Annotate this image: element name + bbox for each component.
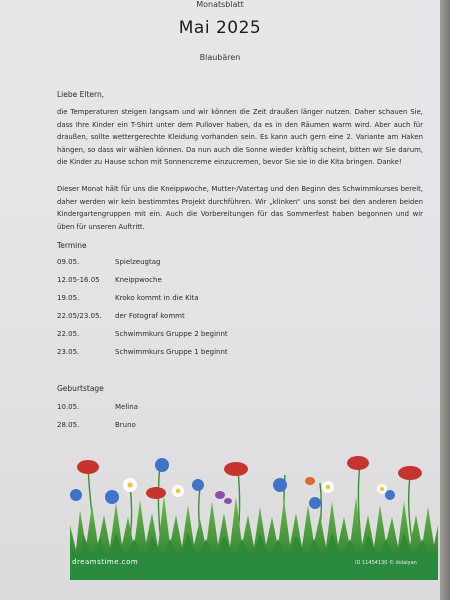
birthday-row bbox=[57, 421, 136, 433]
termin-row bbox=[57, 258, 160, 270]
paragraph-1: die Temperaturen steigen langsam und wir können die Zeit draußen länger nutzen. Daher schauen Sie, dass Ihre Kinder ein T-Shirt unter dem Pullover haben, da es in den Räumen warm wird. Aber auch für draußen, sollte wettergerechte Kleidung vorhanden sein. Es kann auch gern eine 2. Variante am Haken hängen, so dass wir wählen können. Da nun auch die Sonne wieder kräftig scheint, bitten wir Sie darum, die Kinder zu Hause schon mit Sonnencreme einzucremen, bevor Sie sie in die Kita bringen. Danke! bbox=[57, 108, 423, 166]
kicker: Monatsblatt bbox=[196, 0, 244, 9]
termin-row bbox=[57, 276, 162, 288]
termine-heading: Termine bbox=[57, 241, 87, 250]
page-title: Mai 2025 bbox=[178, 18, 262, 38]
birthday-row bbox=[57, 403, 138, 415]
watermark: dreamstime.com bbox=[72, 558, 139, 566]
termin-row bbox=[57, 330, 228, 342]
termin-row bbox=[57, 348, 228, 360]
termin-row bbox=[57, 294, 199, 306]
termin-text: Schwimmkurs Gruppe 2 beginnt bbox=[115, 330, 228, 338]
greeting: Liebe Eltern, bbox=[57, 90, 105, 99]
termin-text: Kroko kommt in die Kita bbox=[115, 294, 199, 302]
termin-text: Spielzeugtag bbox=[115, 258, 161, 266]
termin-date: 23.05. bbox=[57, 348, 80, 356]
birthday-name: Bruno bbox=[115, 421, 136, 429]
birthday-date: 10.05. bbox=[57, 403, 80, 411]
termin-text: der Fotograf kommt bbox=[115, 312, 185, 320]
termin-row bbox=[57, 312, 185, 324]
termin-date: 22.05/23.05. bbox=[57, 312, 102, 320]
paragraph-2: Dieser Monat hält für uns die Kneippwoche, Mutter-/Vatertag und den Beginn des Schwimmkurses bereit, daher werden wir kein bestimmtes Projekt durchführen. Wir „klinken“ uns sonst bei den anderen beiden Kindergartengruppen mit ein. Auch die Vorbereitungen für das Sommerfest haben begonnen und wir üben für unseren Auftritt. bbox=[57, 185, 423, 231]
termin-text: Schwimmkurs Gruppe 1 beginnt bbox=[115, 348, 228, 356]
geburtstage-heading: Geburtstage bbox=[57, 384, 104, 393]
termin-date: 22.05. bbox=[57, 330, 80, 338]
termin-date: 12.05-16.05 bbox=[57, 276, 100, 284]
page-edge bbox=[440, 0, 450, 600]
stock-id: ID 11454130 © dolaiyan bbox=[355, 560, 417, 566]
termin-date: 19.05. bbox=[57, 294, 80, 302]
termin-text: Kneippwoche bbox=[115, 276, 162, 284]
termin-date: 09.05. bbox=[57, 258, 80, 266]
birthday-name: Melina bbox=[115, 403, 138, 411]
birthday-date: 28.05. bbox=[57, 421, 80, 429]
group-name: Blaubären bbox=[199, 53, 241, 62]
